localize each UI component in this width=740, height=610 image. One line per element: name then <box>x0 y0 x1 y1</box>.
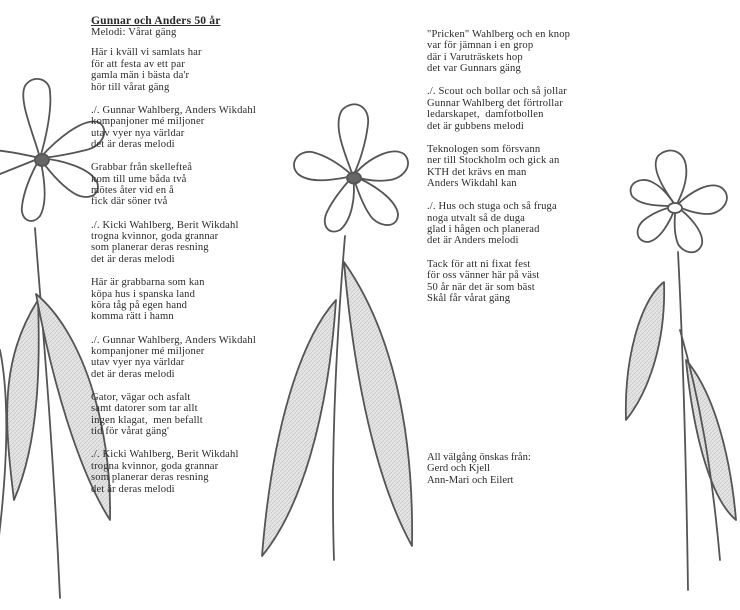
verse-line: det är deras melodi <box>91 483 175 495</box>
stanza <box>91 392 301 438</box>
verse-line: Gunnar Wahlberg det förtrollar <box>427 97 563 109</box>
verse-line: mötes åter vid en å <box>91 185 174 197</box>
stanza <box>427 259 627 305</box>
flower-right-petal <box>656 151 687 206</box>
verse-line: det var Gunnars gäng <box>427 63 521 75</box>
verse-line: Grabbar från skellefteå <box>91 162 193 174</box>
verse-line: ingen klagat, men befallt <box>91 414 203 426</box>
verse-line: ./. Kicki Wahlberg, Berit Wikdahl <box>91 219 239 231</box>
flower-middle-center <box>347 173 361 184</box>
stanza <box>427 144 627 190</box>
verse-line: Här är grabbarna som kan <box>91 277 205 289</box>
verse-line: hör till vårat gäng <box>91 81 170 93</box>
flower-middle-petal <box>353 176 398 225</box>
verse-line: det är deras melodi <box>91 368 175 380</box>
song-title: Gunnar och Anders 50 år <box>91 14 221 27</box>
signoff-line: Gerd och Kjell <box>427 463 490 475</box>
flower-right <box>626 151 736 590</box>
verse-line: tid för vårat gäng' <box>91 426 170 438</box>
stanza <box>91 277 301 323</box>
flower-left-petal <box>0 150 40 158</box>
verse-line: det är deras melodi <box>91 253 175 265</box>
flower-middle-leaf <box>344 262 412 546</box>
verse-line: för att festa av ett par <box>91 58 185 70</box>
stanza <box>91 105 301 151</box>
verse-line: kompanjoner mé miljoner <box>91 345 205 357</box>
verse-line: samt datorer som tar allt <box>91 403 198 415</box>
verse-line: ./. Gunnar Wahlberg, Anders Wikdahl <box>91 334 256 346</box>
verse-line: kompanjoner mé miljoner <box>91 116 205 128</box>
verse-line: kom till ume båda två <box>91 173 187 185</box>
verse-line: utav vyer nya världar <box>91 127 185 139</box>
verse-line: Skål får vårat gäng <box>427 292 511 304</box>
verse-line: ./. Gunnar Wahlberg, Anders Wikdahl <box>91 104 256 116</box>
song-column-right <box>427 29 627 316</box>
verse-line: Anders Wikdahl kan <box>427 178 517 190</box>
stanza <box>91 47 301 93</box>
song-column-left <box>91 14 301 507</box>
verse-line: ner till Stockholm och gick an <box>427 155 560 167</box>
flower-left-leaf <box>7 300 39 500</box>
stanza <box>427 201 627 247</box>
flower-right-leaf <box>626 282 664 420</box>
verse-line: Här i kväll vi samlats har <box>91 47 202 59</box>
signoff-line: All välgång önskas från: <box>427 452 531 463</box>
verse-line: Teknologen som försvann <box>427 143 541 155</box>
verse-line: utav vyer nya världar <box>91 357 185 369</box>
verse-line: KTH det krävs en man <box>427 166 527 178</box>
signoff-line: Ann-Mari och Eilert <box>427 474 514 486</box>
verse-line: var för jämnan i en grop <box>427 40 534 52</box>
signoff <box>427 452 531 486</box>
verse-line: ./. Scout och bollar och så jollar <box>427 86 567 98</box>
flower-left-petal <box>23 79 50 158</box>
verse-line: noga utvalt så de duga <box>427 212 526 224</box>
verse-line: fick där söner två <box>91 196 168 208</box>
stanza <box>427 29 627 75</box>
stanza <box>91 335 301 381</box>
stanza <box>91 162 301 208</box>
verse-line: gamla män i bästa da'r <box>91 70 190 82</box>
verse-line: som planerar deras resning <box>91 472 209 484</box>
flower-left-petal <box>22 158 45 221</box>
flower-left-leaf <box>0 350 6 560</box>
verse-line: glad i hågen och planerad <box>427 224 540 236</box>
verse-line: där i Varuträskets hop <box>427 51 523 63</box>
verse-line: ledarskapet, damfotbollen <box>427 109 544 121</box>
verse-line: det är deras melodi <box>91 139 175 151</box>
verse-line: trogna kvinnor, goda grannar <box>91 231 219 243</box>
stanza <box>427 86 627 132</box>
verse-line: köra tåg på egen hand <box>91 299 188 311</box>
flower-middle-petal <box>325 176 354 232</box>
flower-left-stem <box>35 228 60 598</box>
verse-line: Tack för att ni fixat fest <box>427 258 531 270</box>
stanza <box>91 449 301 495</box>
flower-middle-petal <box>294 152 353 180</box>
verse-line: köpa hus i spanska land <box>91 288 196 300</box>
verse-line: ./. Hus och stuga och så fruga <box>427 201 557 213</box>
verse-line: Gator, vägar och asfalt <box>91 391 191 403</box>
flower-left-center <box>35 154 49 166</box>
verse-line: det är gubbens melodi <box>427 120 524 132</box>
verse-line: "Pricken" Wahlberg och en knop <box>427 29 571 40</box>
stanza-list-right <box>427 29 627 304</box>
verse-line: trogna kvinnor, goda grannar <box>91 460 219 472</box>
flower-left-petal <box>40 158 98 197</box>
verse-line: ./. Kicki Wahlberg, Berit Wikdahl <box>91 449 239 461</box>
verse-line: det är Anders melodi <box>427 235 519 247</box>
verse-line: som planerar deras resning <box>91 242 209 254</box>
flower-right-stem <box>678 252 688 590</box>
stanza-list-left <box>91 47 301 495</box>
verse-line: 50 år när det är som bäst <box>427 281 535 293</box>
verse-line: komma rätt i hamn <box>91 311 174 323</box>
verse-line: för oss vänner här på väst <box>427 270 540 282</box>
flower-right-petal <box>631 180 676 206</box>
stanza <box>91 220 301 266</box>
song-melody: Melodi: Vårat gäng <box>91 27 177 38</box>
flower-middle-stem <box>333 236 345 560</box>
flower-right-center <box>668 203 682 213</box>
